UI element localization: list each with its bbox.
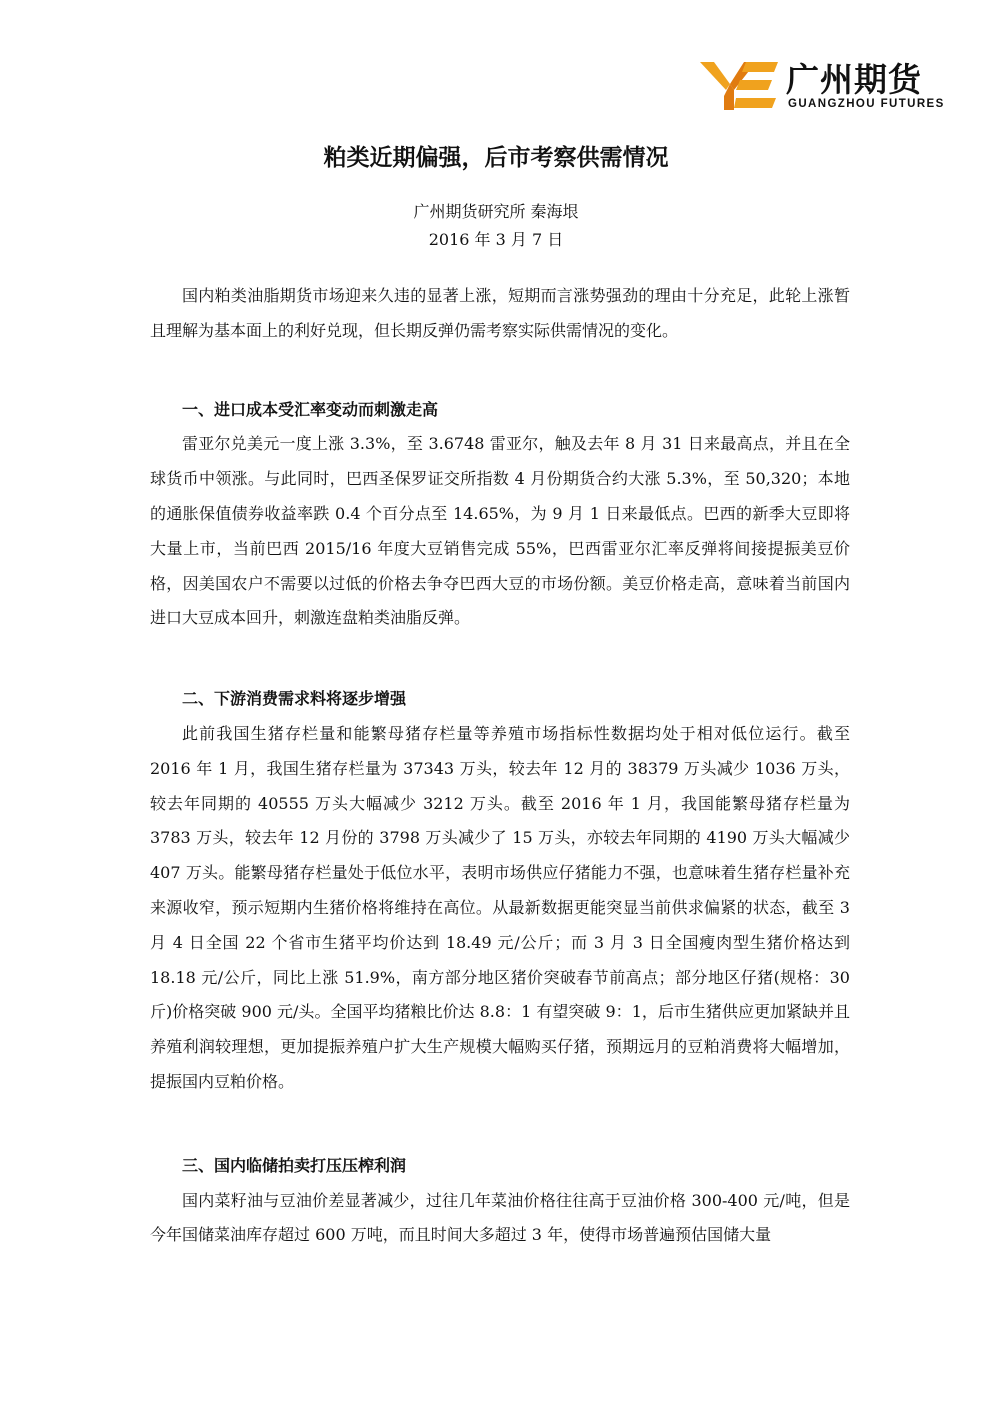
- section-heading-1: 一、进口成本受汇率变动而刺激走高: [182, 399, 439, 419]
- article-body: [150, 279, 850, 1253]
- section-paragraph-2: 此前我国生猪存栏量和能繁母猪存栏量等养殖市场指标性数据均处于相对低位运行。截至 2016 年 1 月，我国生猪存栏量为 37343 万头，较去年 12 月的 38379 万头减少 1036 万头，较去年同期的 40555 万头大幅减少 3212 万头。截至 2016 年 1 月，我国能繁母猪存栏量为 3783 万头，较去年 12 月份的 3798 万头减少了 15 万头，亦较去年同期的 4190 万头大幅减少 407 万头。能繁母猪存栏量处于低位水平，表明市场供应仔猪能力不强，也意味着生猪存栏量补充来源收窄，预示短期内生猪价格将维持在高位。从最新数据更能突显当前供求偏紧的状态，截至 3 月 4 日全国 22 个省市生猪平均价达到 18.49 元/公斤；而 3 月 3 日全国瘦肉型生猪价格达到 18.18 元/公斤，同比上涨 51.9%，南方部分地区猪价突破春节前高点；部分地区仔猪(规格：30 斤)价格突破 900 元/头。全国平均猪粮比价达 8.8：1 有望突破 9：1，后市生猪供应更加紧缺并且养殖利润较理想，更加提振养殖户扩大生产规模大幅购买仔猪，预期远月的豆粕消费将大幅增加，提振国内豆粕价格。: [150, 723, 850, 1091]
- section-heading-2: 二、下游消费需求料将逐步增强: [182, 689, 407, 709]
- section-paragraph-3: 国内菜籽油与豆油价差显著减少，过往几年菜油价格往往高于豆油价格 300-400 元/吨，但是今年国储菜油库存超过 600 万吨，而且时间大多超过 3 年，使得市场普遍预估国储大量: [150, 1190, 850, 1245]
- logo-subtitle: GUANGZHOU FUTURES: [788, 98, 945, 110]
- company-logo-icon: [700, 60, 778, 112]
- article-date: 2016 年 3 月 7 日: [428, 230, 564, 249]
- article-title: 粕类近期偏强，后市考察供需情况: [323, 145, 669, 171]
- intro-paragraph: 国内粕类油脂期货市场迎来久违的显著上涨，短期而言涨势强劲的理由十分充足，此轮上涨暂且理解为基本面上的利好兑现，但长期反弹仍需考察实际供需情况的变化。: [150, 286, 850, 340]
- section-heading-3: 三、国内临储拍卖打压压榨利润: [182, 1155, 407, 1175]
- logo-name: 广州期货: [786, 60, 922, 99]
- section-paragraph-1: 雷亚尔兑美元一度上涨 3.3%，至 3.6748 雷亚尔，触及去年 8 月 31 日来最高点，并且在全球货币中领涨。与此同时，巴西圣保罗证交所指数 4 月份期货合约大涨 5.3%，至 50,320；本地的通胀保值债券收益率跌 0.4 个百分点至 14.65%，为 9 月 1 日来最低点。巴西的新季大豆即将大量上市，当前巴西 2015/16 年度大豆销售完成 55%，巴西雷亚尔汇率反弹将间接提振美豆价格，因美国农户不需要以过低的价格去争夺巴西大豆的市场份额。美豆价格走高，意味着当前国内进口大豆成本回升，刺激连盘粕类油脂反弹。: [150, 434, 850, 628]
- article-author: 广州期货研究所 秦海垠: [413, 202, 579, 221]
- company-logo: [700, 60, 945, 116]
